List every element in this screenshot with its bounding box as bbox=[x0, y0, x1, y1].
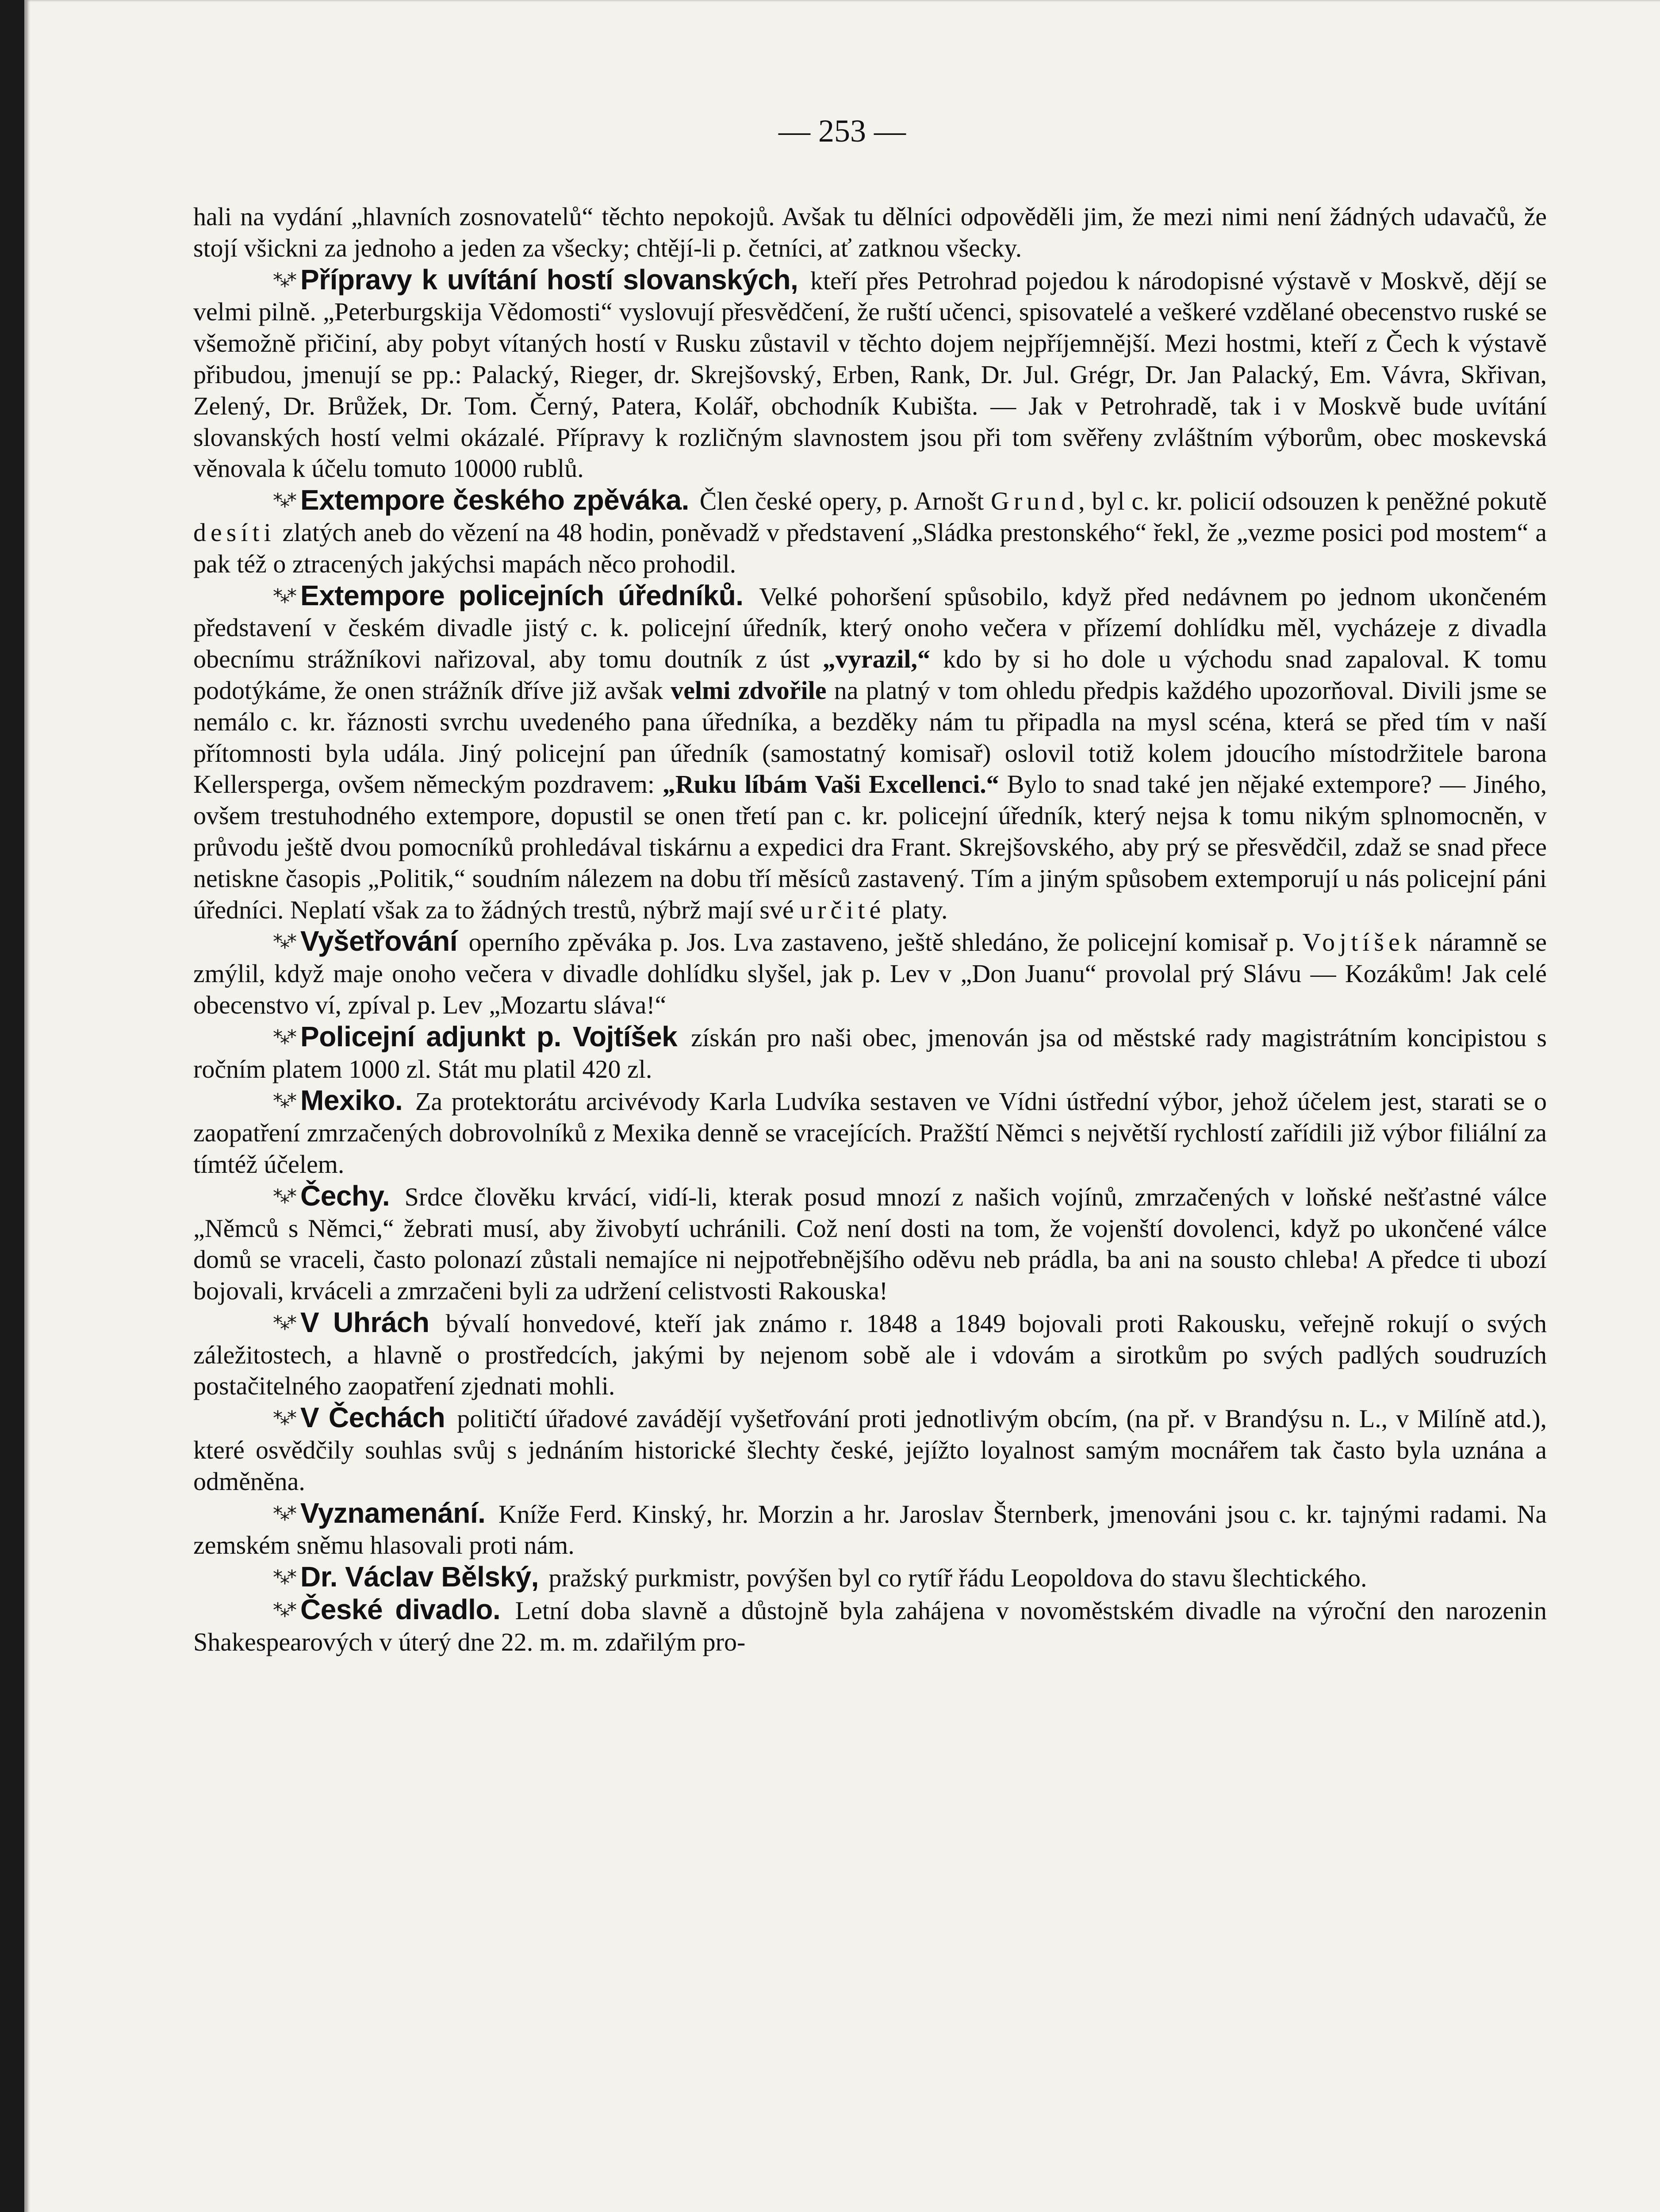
paragraph-text: operního zpěváka p. Jos. Lva zastaveno, ještě shledáno, že policejní komisař p. bbox=[468, 928, 1303, 957]
asterism-icon: *⁎* bbox=[273, 584, 294, 607]
paragraph-extempore-policejnich bbox=[193, 580, 1547, 926]
paragraph-heading: České divadlo. bbox=[300, 1594, 501, 1626]
paragraph-heading: Policejní adjunkt p. Vojtíšek bbox=[300, 1020, 678, 1052]
paragraph-text: náramně se zmýlil, když maje onoho večera v divadle dohlídku slyšel, jak p. Lev v „Don Juanu“ provolal prý Slávu — Kozákům! Jak celé obecenstvo ví, zpíval p. Lev „Mozartu sláva!“ bbox=[193, 928, 1547, 1019]
paragraph-heading: Čechy. bbox=[300, 1179, 390, 1212]
paragraph-text: hali na vydání „hlavních zosnovatelů“ těchto nepokojů. Avšak tu dělníci odpověděli jim, že mezi nimi není žádných udavačů, že stojí všickni za jednoho a jeden za všecky; chtějí-li p. četníci, ať zatknou všecky. bbox=[193, 202, 1547, 262]
emphasis-text: velmi zdvořile bbox=[671, 676, 827, 705]
paragraph-heading: Dr. Václav Bělský, bbox=[300, 1561, 539, 1593]
paragraph-cechy bbox=[193, 1180, 1547, 1307]
paragraph-heading: Přípravy k uvítání hostí slovanských, bbox=[300, 263, 798, 296]
paragraph-heading: V Čechách bbox=[300, 1402, 445, 1434]
spaced-name: Vojtíšek bbox=[1302, 928, 1422, 957]
paragraph-text: Člen české opery, p. Arnošt bbox=[699, 487, 991, 516]
paragraph-text: získán pro naši obec, jmenován jsa od městské rady magistrátním koncipistou s ročním platem 1000 zl. Stát mu platil 420 zl. bbox=[193, 1023, 1547, 1083]
paragraph-v-cechach bbox=[193, 1402, 1547, 1497]
asterism-icon: *⁎* bbox=[273, 269, 294, 292]
paragraph-text: kdo by si ho dole u východu snad zapaloval. K tomu podotýkáme, že onen strážník dříve již avšak bbox=[193, 645, 1547, 705]
spaced-word: desíti bbox=[193, 518, 276, 547]
paragraph-extempore-zpevaka bbox=[193, 484, 1547, 580]
paragraph-heading: Vyšetřování bbox=[300, 925, 457, 957]
paragraph-ceske-divadlo bbox=[193, 1594, 1547, 1658]
paragraph-text: , byl c. kr. policií odsouzen k peněžné pokutě bbox=[1078, 487, 1547, 516]
asterism-icon: *⁎* bbox=[273, 1599, 294, 1622]
asterism-icon: *⁎* bbox=[273, 489, 294, 512]
paragraph-pripravy bbox=[193, 264, 1547, 485]
asterism-icon: *⁎* bbox=[273, 930, 294, 953]
asterism-icon: *⁎* bbox=[273, 1025, 294, 1048]
paragraph-heading: Vyznamenání. bbox=[300, 1497, 486, 1529]
paragraph-text: političtí úřadové zavádějí vyšetřování proti jednotlivým obcím, (na př. v Brandýsu n. L., v Milíně atd.), které osvědčily souhlas svůj s jednáním historické šlechty české, jejížto loyalnost samým mocnářem tak často byla uznána a odměněna. bbox=[193, 1404, 1547, 1496]
emphasis-text: „vyrazil,“ bbox=[822, 645, 930, 674]
paragraph-v-uhrach bbox=[193, 1307, 1547, 1402]
paragraph-text: Srdce člověku krvácí, vidí-li, kterak posud mnozí z našich vojínů, zmrzačených v loňské nešťastné válce „Němců s Němci,“ žebrati musí, aby živobytí uchránili. Což není dosti na tom, že vojenští dovolenci, když po ukončené válce domů se vraceli, často polonazí zůstali nemajíce ni nejpotřebnějšího oděvu neb prádla, ba ani na sousto chleba! A předce ti ubozí bojovali, krváceli a zmrzačeni byli za udržení celistvosti Rakouska! bbox=[193, 1182, 1547, 1306]
paragraph-text: Kníže Ferd. Kinský, hr. Morzin a hr. Jaroslav Šternberk, jmenováni jsou c. kr. tajnými radami. Na zemském sněmu hlasovali proti nám. bbox=[193, 1499, 1547, 1560]
paragraph-heading: Extempore českého zpěváka. bbox=[300, 484, 689, 516]
asterism-icon: *⁎* bbox=[273, 1090, 294, 1113]
paragraph-text: platy. bbox=[885, 895, 948, 924]
asterism-icon: *⁎* bbox=[273, 1566, 294, 1589]
spaced-name: Grund bbox=[990, 487, 1079, 516]
paragraph-text: Letní doba slavně a důstojně byla zahájena v novoměstském divadle na výroční den narozenin Shakespearových v úterý dne 22. m. m. zdařilým pro- bbox=[193, 1596, 1547, 1656]
paragraph-text: bývalí honvedové, kteří jak známo r. 1848 a 1849 bojovali proti Rakousku, veřejně rokují o svých záležitostech, a hlavně o prostředcích, jakými by nejenom sobě ale i vdovám a sirotkům po svých padlých soudruzích postačitelného zaopatření zjednati mohli. bbox=[193, 1309, 1547, 1401]
paragraph-vysetrovani bbox=[193, 926, 1547, 1021]
paragraph-adjunkt bbox=[193, 1021, 1547, 1085]
paragraph-text: Velké pohoršení spůsobilo, když před nedávnem po jednom ukončeném představení v českém divadle jistý c. k. policejní úředník, který onoho večera v přízemí dohlídku měl, vycházeje z divadla obecnímu strážníkovi nařizoval, aby tomu doutník z úst bbox=[193, 582, 1547, 674]
asterism-icon: *⁎* bbox=[273, 1407, 294, 1430]
paragraph-text: zlatých aneb do vězení na 48 hodin, poněvadž v představení „Sládka prestonského“ řekl, že „vezme posici pod mostem“ a pak též o ztracených jakýchsi mapách něco prohodil. bbox=[193, 518, 1547, 578]
page-number: — 253 — bbox=[778, 113, 906, 149]
paragraph-heading: V Uhrách bbox=[300, 1306, 429, 1338]
paragraph-heading: Mexiko. bbox=[300, 1084, 403, 1117]
article-text bbox=[193, 201, 1547, 1658]
paragraph-text: Bylo to snad také jen nějaké extempore? — Jiného, ovšem trestuhodného extempore, dopustil se onen třetí pan c. kr. policejní úředník, který nejsa k tomu nikým splnomocněn, v průvodu ještě dvou pomocníků prohledával tiskárnu a expedici dra Frant. Skrejšovského, aby prý se přesvědčil, zdaž se snad přece netiskne časopis „Politik,“ soudním nálezem na dobu tří měsíců zastavený. Tím a jiným spůsobem extemporují u nás policejní páni úředníci. Neplatí však za to žádných trestů, nýbrž mají své bbox=[193, 770, 1547, 924]
paragraph-heading: Extempore policejních úředníků. bbox=[300, 579, 744, 611]
asterism-icon: *⁎* bbox=[273, 1185, 294, 1208]
asterism-icon: *⁎* bbox=[273, 1502, 294, 1525]
paragraph-vyznamenani bbox=[193, 1498, 1547, 1562]
paragraph-intro bbox=[193, 201, 1547, 264]
emphasis-text: „Ruku líbám Vaši Excellenci.“ bbox=[662, 770, 999, 799]
paragraph-text: kteří přes Petrohrad pojedou k národopisné výstavě v Moskvě, dějí se velmi pilně. „Peterburgskija Vědomosti“ vyslovují přesvědčení, že ruští učenci, spisovatelé a veškeré vzdělané obecenstvo ruské se všemožně přičiní, aby pobyt vítaných hostí v Rusku zůstavil v těchto dojem nejpříjemnější. Mezi hostmi, kteří z Čech k výstavě přibudou, jmenují se pp.: Palacký, Rieger, dr. Skrejšovský, Erben, Rank, Dr. Jul. Grégr, Dr. Jan Palacký, Em. Vávra, Skřivan, Zelený, Dr. Brůžek, Dr. Tom. Černý, Patera, Kolář, obchodník Kubišta. — Jak v Petrohradě, tak i v Moskvě bude uvítání slovanských hostí velmi okázalé. Přípravy k rozličným slavnostem jsou při tom svěřeny zvláštním výborům, obec moskevská věnovala k účelu tomuto 10000 rublů. bbox=[193, 266, 1547, 483]
paragraph-belsky bbox=[193, 1561, 1547, 1594]
spaced-word: určité bbox=[800, 895, 886, 924]
paragraph-mexiko bbox=[193, 1085, 1547, 1180]
paragraph-text: na platný v tom ohledu předpis každého upozorňoval. Divili jsme se nemálo c. kr. řáznosti svrchu uvedeného pana úředníka, a bezděky nám tu připadla na mysl scéna, která se před tím v naší přítomnosti byla udála. Jiný policejní pan úředník (samostatný komisař) oslovil totiž kolem jdoucího místodržitele barona Kellersperga, ovšem německým pozdravem: bbox=[193, 676, 1547, 799]
asterism-icon: *⁎* bbox=[273, 1311, 294, 1334]
paragraph-text: Za protektorátu arcivévody Karla Ludvíka sestaven ve Vídni ústřední výbor, jehož účelem jest, starati se o zaopatření zmrzačených dobrovolníků z Mexika denně se vracejících. Pražští Němci s největší rychlostí zařídili již výbor filiální za tímtéž účelem. bbox=[193, 1087, 1547, 1179]
paragraph-text: pražský purkmistr, povýšen byl co rytíř řádu Leopoldova do stavu šlechtického. bbox=[548, 1563, 1367, 1593]
book-page bbox=[24, 0, 1660, 2212]
